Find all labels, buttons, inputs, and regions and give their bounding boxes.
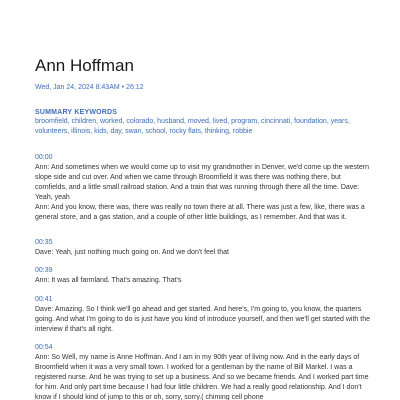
- page-title: Ann Hoffman: [35, 56, 134, 75]
- segment-text: Dave: Amazing. So I think we'll go ahead and get started. And here's, I'm going to, you know, the quarters going. And what I'm going to do is just have you kind of introduce yourself, and then we'll get started with the interview if that's all right.: [35, 306, 370, 333]
- timestamp[interactable]: 00:35: [35, 239, 53, 246]
- transcript-segment: [35, 343, 370, 400]
- keywords-heading: SUMMARY KEYWORDS: [35, 109, 118, 116]
- segment-text: [35, 163, 370, 223]
- transcript-segment: [35, 238, 370, 258]
- segment-text: Ann: It was all farmland. That's amazing. That's: [35, 277, 182, 284]
- segment-text: Ann: So Well, my name is Anne Hoffman. And I am in my 90th year of living now. And in the early days of Broomfield when it was a very small town. I worked for a gentleman by the name of Bill Markel. I was a registered nurse. And he was trying to set up a business. And so we became friends. And I worked part time for him. And only part time because I had four little children. We had a really good relationship. And I don't know if I should kind of jump to this or oh, sorry, sorry.( chiming cell phone: [35, 354, 369, 400]
- transcript-segment: [35, 153, 370, 223]
- recording-meta: Wed, Jan 24, 2024 8:43AM • 26:12: [35, 84, 144, 91]
- timestamp[interactable]: 00:41: [35, 296, 53, 303]
- timestamp[interactable]: 00:00: [35, 154, 53, 161]
- segment-line: Ann: And sometimes when we would come up to visit my grandmother in Denver, we'd come up the western slope side and cut over. And when we came through Broomfield it was there was nothing there, but cornfields, and a little small railroad station. And a train that was running through there all the time. Dave: Yeah, yeah Ann: And you know, there was, there was really no town there at all. There was just a few, like, there was a general store, and a gas station, and a couple of other little buildings, as I remember. And that was it.: [35, 164, 370, 221]
- keywords-list: broomfield, children, worked, colorado, husband, moved, lived, program, cincinnati, foundation, years, volunteers, illinois, kids, day, swan, school, rocky flats, thinking, robbie: [35, 118, 350, 135]
- timestamp[interactable]: 00:39: [35, 267, 53, 274]
- timestamp[interactable]: 00:54: [35, 344, 53, 351]
- transcript-segment: [35, 295, 370, 335]
- transcript-segment: [35, 266, 370, 286]
- segment-text: Dave: Yeah, just nothing much going on. And we don't feel that: [35, 249, 229, 256]
